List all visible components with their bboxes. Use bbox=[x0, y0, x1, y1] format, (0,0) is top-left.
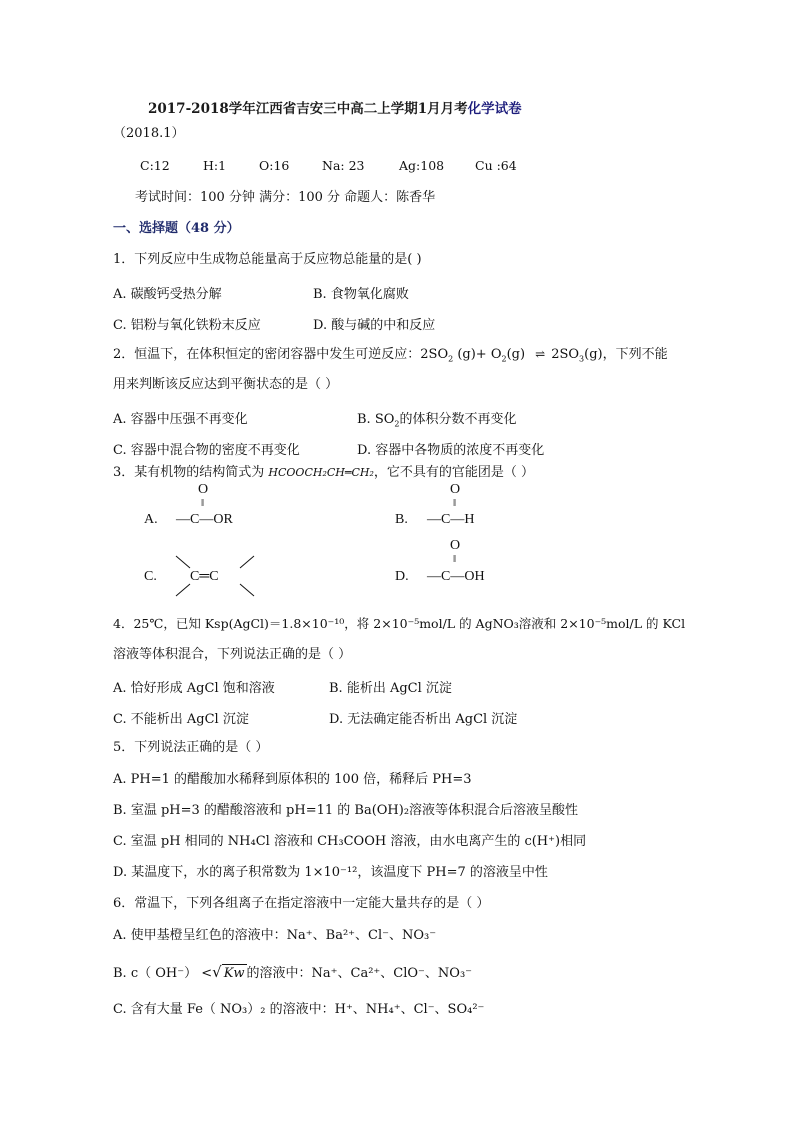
q3-stem-part: ，它不具有的官能团是（ ） bbox=[373, 465, 535, 480]
q5-option-c: C. 室温 pH 相同的 NH₄Cl 溶液和 CH₃COOH 溶液，由水电离产生的 c(H⁺)相同 bbox=[113, 834, 587, 849]
question-3-stem bbox=[113, 464, 534, 482]
exam-date: （2018.1） bbox=[113, 126, 185, 141]
q4-option-b: B. 能析出 AgCl 沉淀 bbox=[329, 681, 452, 696]
q3-formula: HCOOCH₂CH═CH₂ bbox=[268, 466, 374, 479]
q4-option-c: C. 不能析出 AgCl 沉淀 bbox=[113, 712, 249, 727]
q3-option-a-label: A. bbox=[144, 512, 158, 527]
question-6-stem: 6．常温下，下列各组离子在指定溶液中一定能大量共存的是（ ） bbox=[113, 896, 490, 911]
section-heading: 一、选择题（48 分） bbox=[113, 221, 240, 236]
q2-option-b-part: 的体积分数不再变化 bbox=[399, 412, 517, 427]
question-5-stem: 5．下列说法正确的是（ ） bbox=[113, 740, 269, 755]
question-2-stem: 2．恒温下，在体积恒定的密闭容器中发生可逆反应：$2SO_2$ $(g)+ O_2(g)$ ⇌ $2SO_3(g)$，下列不能 bbox=[113, 347, 668, 364]
atomic-mass: Ag:108 bbox=[399, 158, 445, 173]
ester-group: —C—OR bbox=[176, 512, 233, 527]
double-bond-icon: ‖ bbox=[453, 497, 457, 509]
carbonyl-oxygen: O bbox=[450, 482, 461, 497]
q6-option-b-part: B. c（ OH⁻） < bbox=[113, 966, 213, 981]
q2-option-d: D. 容器中各物质的浓度不再变化 bbox=[357, 443, 545, 458]
carbonyl-oxygen: O bbox=[198, 482, 209, 497]
q6-option-c: C. 含有大量 Fe（ NO₃）₂ 的溶液中：H⁺、NH₄⁺、Cl⁻、SO₄²⁻ bbox=[113, 1002, 485, 1017]
question-4-line1: 4．25℃，已知 Ksp(AgCl)＝1.8×10⁻¹⁰，将 2×10⁻⁵mol/L 的 AgNO₃溶液和 2×10⁻⁵mol/L 的 KCl bbox=[113, 616, 686, 631]
title-main: 2017-2018学年江西省吉安三中高二上学期1月月考 bbox=[148, 101, 468, 117]
atomic-mass: C:12 bbox=[140, 158, 170, 173]
q2-stem-part: 2．恒温下，在体积恒定的密闭容器中发生可逆反应：2SO bbox=[113, 347, 449, 362]
q1-option-c: C. 铝粉与氧化铁粉末反应 bbox=[113, 318, 261, 333]
atomic-mass: Na: 23 bbox=[322, 158, 365, 173]
q4-option-d: D. 无法确定能否析出 AgCl 沉淀 bbox=[329, 712, 518, 727]
q3-stem-part: 3．某有机物的结构简式为 bbox=[113, 465, 269, 480]
q1-option-d: D. 酸与碱的中和反应 bbox=[313, 318, 436, 333]
q4-option-a: A. 恰好形成 AgCl 饱和溶液 bbox=[113, 681, 275, 696]
atomic-mass: O:16 bbox=[259, 158, 290, 173]
q1-option-b: B. 食物氧化腐败 bbox=[313, 287, 409, 302]
q6-sqrt-content: Kw bbox=[223, 966, 245, 981]
exam-info: 考试时间：100 分钟 满分：100 分 命题人：陈香华 bbox=[135, 190, 436, 205]
alkene-group: C═C bbox=[190, 569, 219, 584]
q2-stem-part: ，下列不能 bbox=[602, 347, 668, 362]
q2-option-a: A. 容器中压强不再变化 bbox=[113, 412, 248, 427]
q6-option-a: A. 使甲基橙呈红色的溶液中：Na⁺、Ba²⁺、Cl⁻、NO₃⁻ bbox=[113, 928, 437, 943]
q2-option-b: B. $SO_2$的体积分数不再变化 bbox=[357, 412, 517, 429]
carboxyl-group: —C—OH bbox=[427, 569, 485, 584]
q3-option-d-label: D. bbox=[395, 569, 409, 584]
carbonyl-oxygen: O bbox=[450, 538, 461, 553]
aldehyde-group: —C—H bbox=[427, 512, 475, 527]
q2-option-c: C. 容器中混合物的密度不再变化 bbox=[113, 443, 300, 458]
document-title bbox=[148, 97, 522, 117]
double-bond-icon: ‖ bbox=[453, 553, 457, 565]
q5-option-d: D. 某温度下，水的离子积常数为 1×10⁻¹²，该温度下 PH=7 的溶液呈中性 bbox=[113, 865, 548, 880]
q6-option-b bbox=[113, 963, 472, 983]
equilibrium-arrow-icon: ⇌ bbox=[535, 347, 546, 361]
double-bond-icon: ‖ bbox=[201, 497, 205, 509]
title-subject: 化学试卷 bbox=[467, 101, 522, 117]
question-4-line2: 溶液等体积混合，下列说法正确的是（ ） bbox=[113, 647, 352, 662]
atomic-mass: Cu :64 bbox=[475, 158, 517, 173]
q3-option-b-label: B. bbox=[395, 512, 408, 527]
q6-option-b-part: 的溶液中：Na⁺、Ca²⁺、ClO⁻、NO₃⁻ bbox=[246, 966, 473, 981]
q5-option-b: B. 室温 pH=3 的醋酸溶液和 pH=11 的 Ba(OH)₂溶液等体积混合后溶液呈酸性 bbox=[113, 803, 579, 818]
q2-option-b-part: B. SO bbox=[357, 412, 395, 427]
sqrt-icon: √ bbox=[212, 963, 222, 981]
question-1-stem: 1．下列反应中生成物总能量高于反应物总能量的是( ) bbox=[113, 252, 422, 267]
question-2-line2: 用来判断该反应达到平衡状态的是（ ） bbox=[113, 377, 339, 392]
q5-option-a: A. PH=1 的醋酸加水稀释到原体积的 100 倍，稀释后 PH=3 bbox=[113, 772, 472, 787]
q3-option-c-label: C. bbox=[144, 569, 157, 584]
atomic-mass: H:1 bbox=[203, 158, 227, 173]
q1-option-a: A. 碳酸钙受热分解 bbox=[113, 287, 222, 302]
